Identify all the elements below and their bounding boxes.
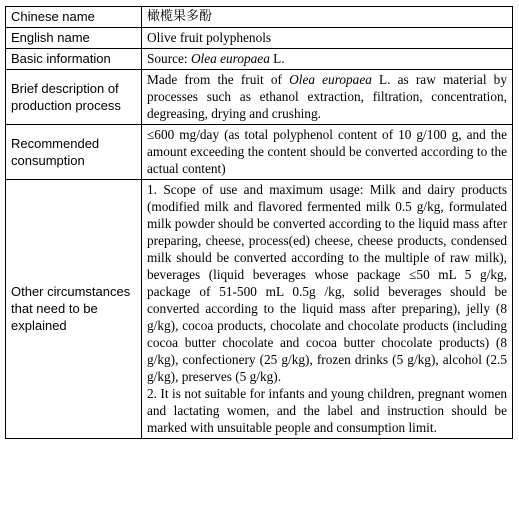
label-other-circumstances: Other circumstances that need to be explained [6, 180, 142, 439]
production-species: Olea europaea [289, 72, 372, 87]
scope-of-use-paragraph: 1. Scope of use and maximum usage: Milk and dairy products (modified milk and flavored fermented milk 0.5 g/kg, formulated milk powder should be converted according to the liquid mass after preparing, cheese, process(ed) cheese, cheese products, condensed milk should be converted according to the multiple of raw milk), beverages (liquid beverages whose package ≤50 mL 5 g/kg, package of 51-500 mL 0.5g /kg, solid beverages should be converted according to the liquid mass after preparing), jelly (8 g/kg), cocoa products, chocolate and chocolate products (including cocoa butter chocolate and cocoa butter chocolate products) (8 g/kg), confectionery (25 g/kg), frozen drinks (5 g/kg), alcohol (2.5 g/kg), preserves (5 g/kg). [147, 182, 507, 384]
production-text-start: Made from the fruit of [147, 72, 290, 87]
row-chinese-name [6, 7, 513, 28]
value-basic-information [142, 49, 513, 70]
value-recommended-consumption: ≤600 mg/day (as total polyphenol content of 10 g/100 g, and the amount exceeding the content should be converted according to the actual content) [142, 125, 513, 180]
value-other-circumstances [142, 180, 513, 439]
value-english-name: Olive fruit polyphenols [142, 28, 513, 49]
label-recommended-consumption: Recommended consumption [6, 125, 142, 180]
label-chinese-name: Chinese name [6, 7, 142, 28]
species-name: Olea europaea [190, 51, 270, 66]
row-basic-information [6, 49, 513, 70]
row-other-circumstances [6, 180, 513, 439]
unsuitable-people-paragraph: 2. It is not suitable for infants and young children, pregnant women and lactating women, and the label and instruction should be marked with unsuitable people and consumption limit. [147, 386, 507, 435]
value-chinese-name: 橄榄果多酚 [142, 7, 513, 28]
info-table [5, 6, 513, 439]
label-production-process: Brief description of production process [6, 70, 142, 125]
row-production-process [6, 70, 513, 125]
value-production-process [142, 70, 513, 125]
source-prefix: Source: [147, 51, 191, 66]
label-basic-information: Basic information [6, 49, 142, 70]
label-english-name: English name [6, 28, 142, 49]
production-text-end: L. as raw material by processes such as ethanol extraction, filtration, concentration, degreasing, drying and crushing. [147, 72, 507, 121]
row-recommended-consumption [6, 125, 513, 180]
row-english-name [6, 28, 513, 49]
species-suffix: L. [269, 51, 285, 66]
